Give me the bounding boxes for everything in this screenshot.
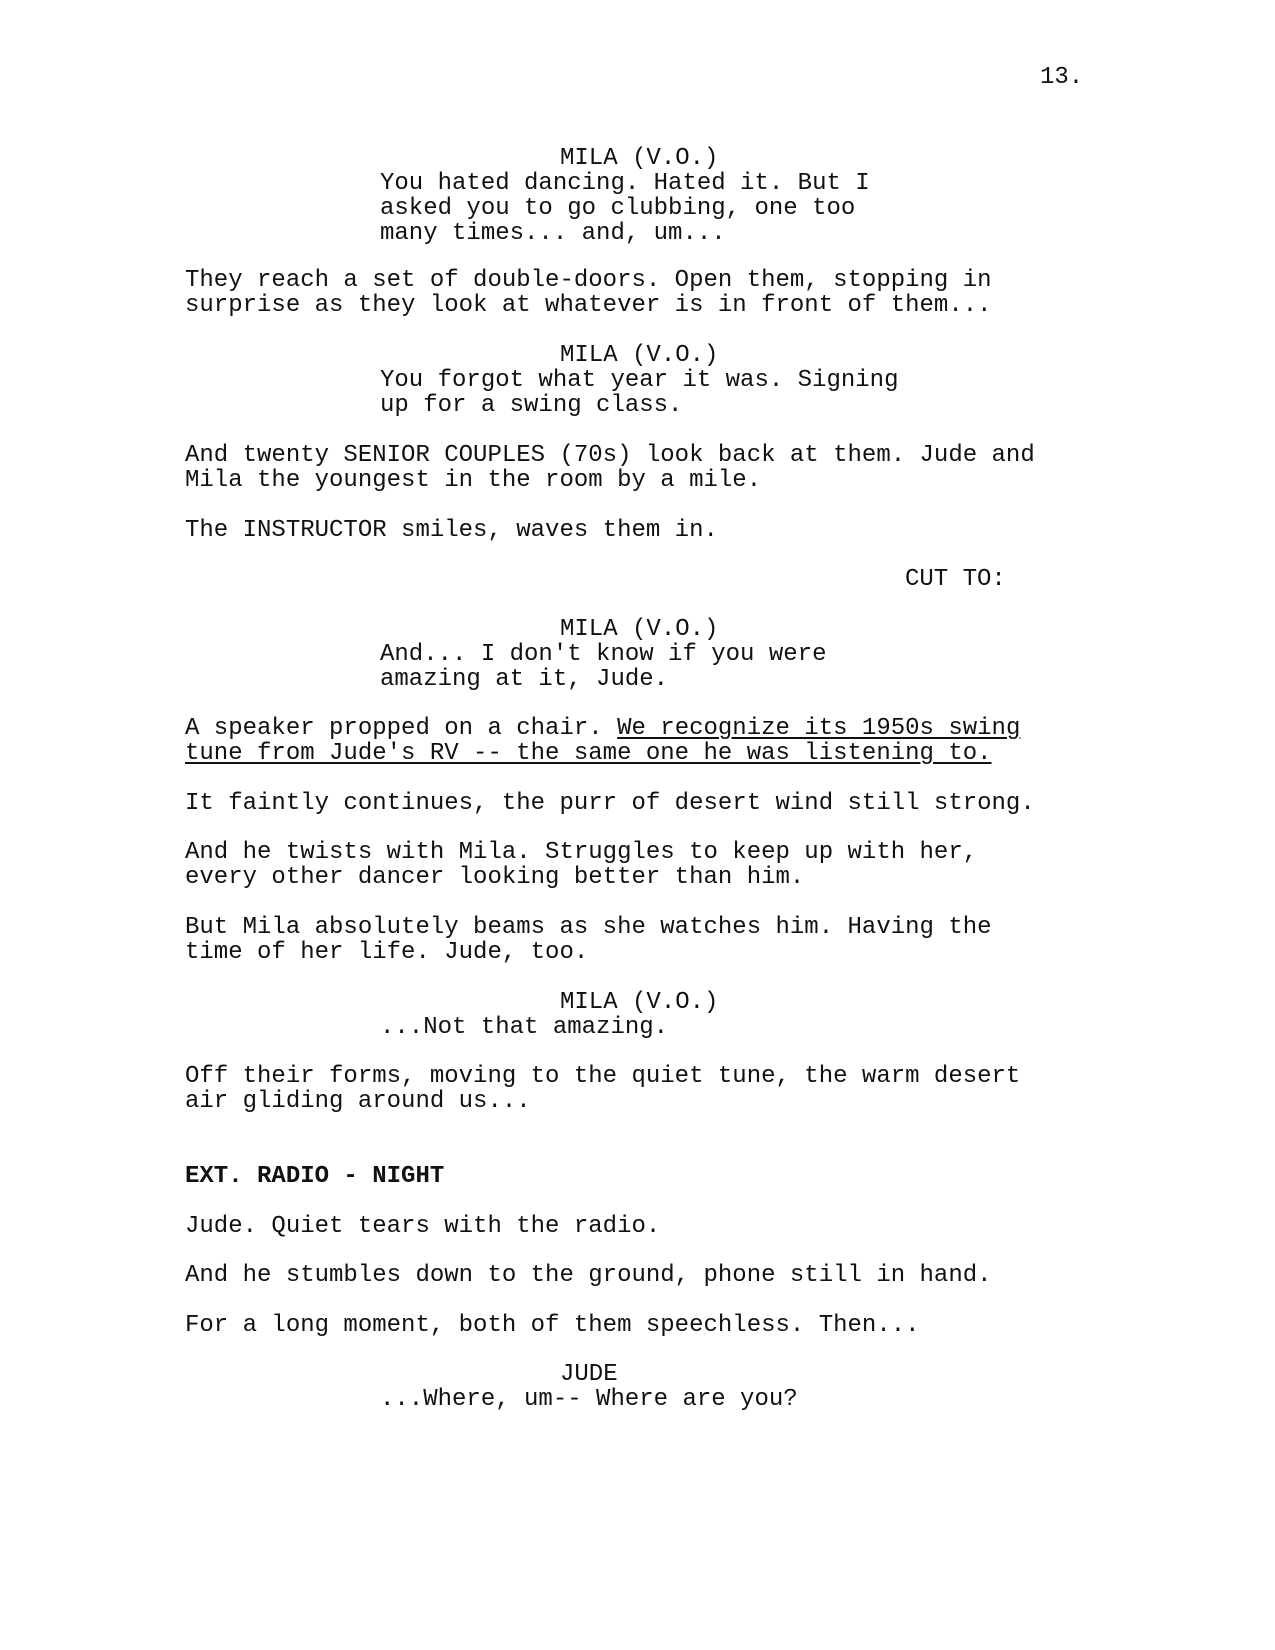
action-line: For a long moment, both of them speechless. Then... bbox=[185, 1312, 920, 1339]
underlined-text: tune from Jude's RV -- the same one he was listening to. bbox=[185, 740, 992, 767]
dialogue-line: asked you to go clubbing, one too bbox=[380, 195, 856, 222]
transition: CUT TO: bbox=[905, 566, 1006, 593]
action-line: The INSTRUCTOR smiles, waves them in. bbox=[185, 517, 718, 544]
character-name: MILA (V.O.) bbox=[560, 989, 719, 1016]
action-line: Jude. Quiet tears with the radio. bbox=[185, 1213, 661, 1240]
dialogue-line: amazing at it, Jude. bbox=[380, 666, 669, 693]
dialogue-line: up for a swing class. bbox=[380, 392, 683, 419]
action-line: And twenty SENIOR COUPLES (70s) look back at them. Jude and bbox=[185, 442, 1035, 469]
action-text: A speaker propped on a chair. bbox=[185, 715, 618, 742]
action-line: But Mila absolutely beams as she watches him. Having the bbox=[185, 914, 992, 941]
dialogue-line: You forgot what year it was. Signing bbox=[380, 367, 899, 394]
character-name: MILA (V.O.) bbox=[560, 145, 719, 172]
page-number: 13. bbox=[1040, 64, 1084, 91]
action-line bbox=[185, 741, 1085, 766]
action-line: air gliding around us... bbox=[185, 1088, 531, 1115]
underlined-text: We recognize its 1950s swing bbox=[617, 715, 1021, 742]
action-line: It faintly continues, the purr of desert wind still strong. bbox=[185, 790, 1035, 817]
dialogue-line: And... I don't know if you were bbox=[380, 641, 827, 668]
action-line: Mila the youngest in the room by a mile. bbox=[185, 467, 762, 494]
character-name: MILA (V.O.) bbox=[560, 342, 719, 369]
dialogue-line: ...Where, um-- Where are you? bbox=[380, 1386, 798, 1413]
action-line: And he stumbles down to the ground, phone still in hand. bbox=[185, 1262, 992, 1289]
action-line: surprise as they look at whatever is in front of them... bbox=[185, 292, 992, 319]
action-line: They reach a set of double-doors. Open them, stopping in bbox=[185, 267, 992, 294]
action-line: every other dancer looking better than him. bbox=[185, 864, 805, 891]
dialogue-line: ...Not that amazing. bbox=[380, 1014, 669, 1041]
action-line: And he twists with Mila. Struggles to keep up with her, bbox=[185, 839, 978, 866]
action-line: Off their forms, moving to the quiet tune, the warm desert bbox=[185, 1063, 1021, 1090]
character-name: MILA (V.O.) bbox=[560, 616, 719, 643]
action-line bbox=[185, 716, 1085, 741]
dialogue-line: You hated dancing. Hated it. But I bbox=[380, 170, 870, 197]
dialogue-line: many times... and, um... bbox=[380, 220, 726, 247]
scene-heading: EXT. RADIO - NIGHT bbox=[185, 1163, 445, 1190]
action-line: time of her life. Jude, too. bbox=[185, 939, 589, 966]
character-name: JUDE bbox=[560, 1361, 618, 1388]
